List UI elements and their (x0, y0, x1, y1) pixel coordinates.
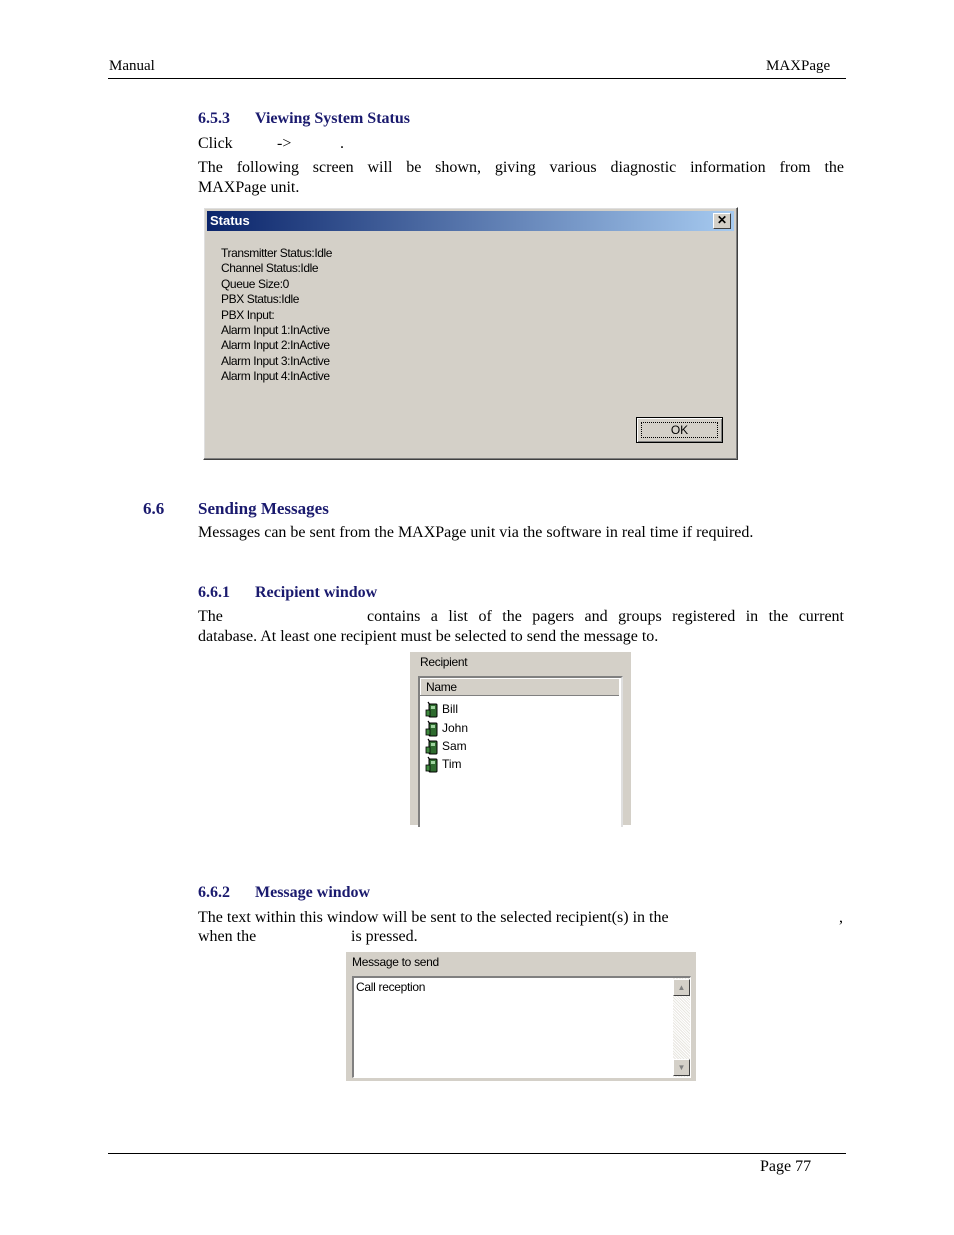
message-textarea[interactable] (352, 976, 691, 1078)
pager-icon (424, 720, 440, 738)
section-661-line2: database. At least one recipient must be selected to send the message to. (198, 628, 659, 645)
section-66-number: 6.6 (143, 499, 165, 518)
status-titlebar (207, 211, 734, 231)
scroll-down-icon[interactable]: ▼ (673, 1059, 690, 1076)
page-number: Page 77 (760, 1158, 812, 1175)
message-text: Call reception (356, 980, 426, 994)
click-arrow: -> (277, 135, 292, 152)
section-661-line1-end: contains a list of the pagers and groups registered in the current (367, 608, 844, 625)
section-661-number: 6.6.1 (198, 584, 230, 601)
pager-icon (424, 701, 440, 719)
recipient-panel (410, 652, 631, 825)
status-line-queue: Queue Size:0 (221, 277, 289, 291)
message-scrollbar[interactable] (673, 978, 690, 1077)
recipient-list[interactable] (418, 676, 623, 827)
status-title: Status (210, 213, 250, 228)
section-662-line2-start: when the (198, 928, 257, 945)
ok-button[interactable] (636, 417, 723, 443)
status-line-pbx-status: PBX Status:Idle (221, 292, 300, 306)
pager-icon (424, 738, 440, 756)
status-line-alarm-4: Alarm Input 4:InActive (221, 369, 330, 383)
status-line-alarm-2: Alarm Input 2:InActive (221, 338, 330, 352)
header-right: MAXPage (766, 58, 831, 74)
recipient-name: Tim (442, 757, 462, 771)
status-line-channel: Channel Status:Idle (221, 261, 319, 275)
section-662-number: 6.6.2 (198, 884, 230, 901)
header-rule (108, 78, 846, 79)
click-text: Click (198, 135, 233, 152)
section-662-line1: The text within this window will be sent to the selected recipient(s) in the (198, 909, 669, 926)
recipient-name: John (442, 721, 469, 735)
section-662-title: Message window (255, 884, 371, 901)
status-line-alarm-1: Alarm Input 1:InActive (221, 323, 330, 337)
section-662-line2-end: is pressed. (351, 928, 418, 945)
status-line-alarm-3: Alarm Input 3:InActive (221, 354, 330, 368)
section-653-number: 6.5.3 (198, 110, 230, 127)
section-661-title: Recipient window (255, 584, 378, 601)
status-line-transmitter: Transmitter Status:Idle (221, 246, 333, 260)
status-line-pbx-input: PBX Input: (221, 308, 275, 322)
status-desc-line2: MAXPage unit. (198, 179, 300, 196)
message-panel (346, 952, 696, 1081)
status-dialog (203, 207, 738, 460)
scroll-up-icon[interactable]: ▲ (673, 979, 690, 996)
name-column-label: Name (426, 680, 457, 694)
footer-rule (108, 1153, 846, 1154)
section-662-comma: , (839, 909, 843, 926)
recipient-name: Bill (442, 702, 459, 716)
status-desc-line1: The following screen will be shown, giving various diagnostic information from the (198, 159, 844, 176)
pager-icon (424, 756, 440, 774)
section-66-desc: Messages can be sent from the MAXPage unit via the software in real time if required. (198, 524, 754, 541)
message-label: Message to send (352, 955, 439, 969)
name-column-header[interactable] (420, 678, 619, 696)
section-661-line1-start: The (198, 608, 223, 625)
close-button[interactable]: ✕ (713, 213, 731, 229)
recipient-name: Sam (442, 739, 467, 753)
ok-button-label: OK (641, 422, 718, 438)
header-left: Manual (109, 58, 155, 74)
recipient-label: Recipient (420, 655, 468, 669)
section-66-title: Sending Messages (198, 499, 329, 518)
click-period: . (340, 135, 344, 152)
section-653-title: Viewing System Status (255, 110, 410, 127)
